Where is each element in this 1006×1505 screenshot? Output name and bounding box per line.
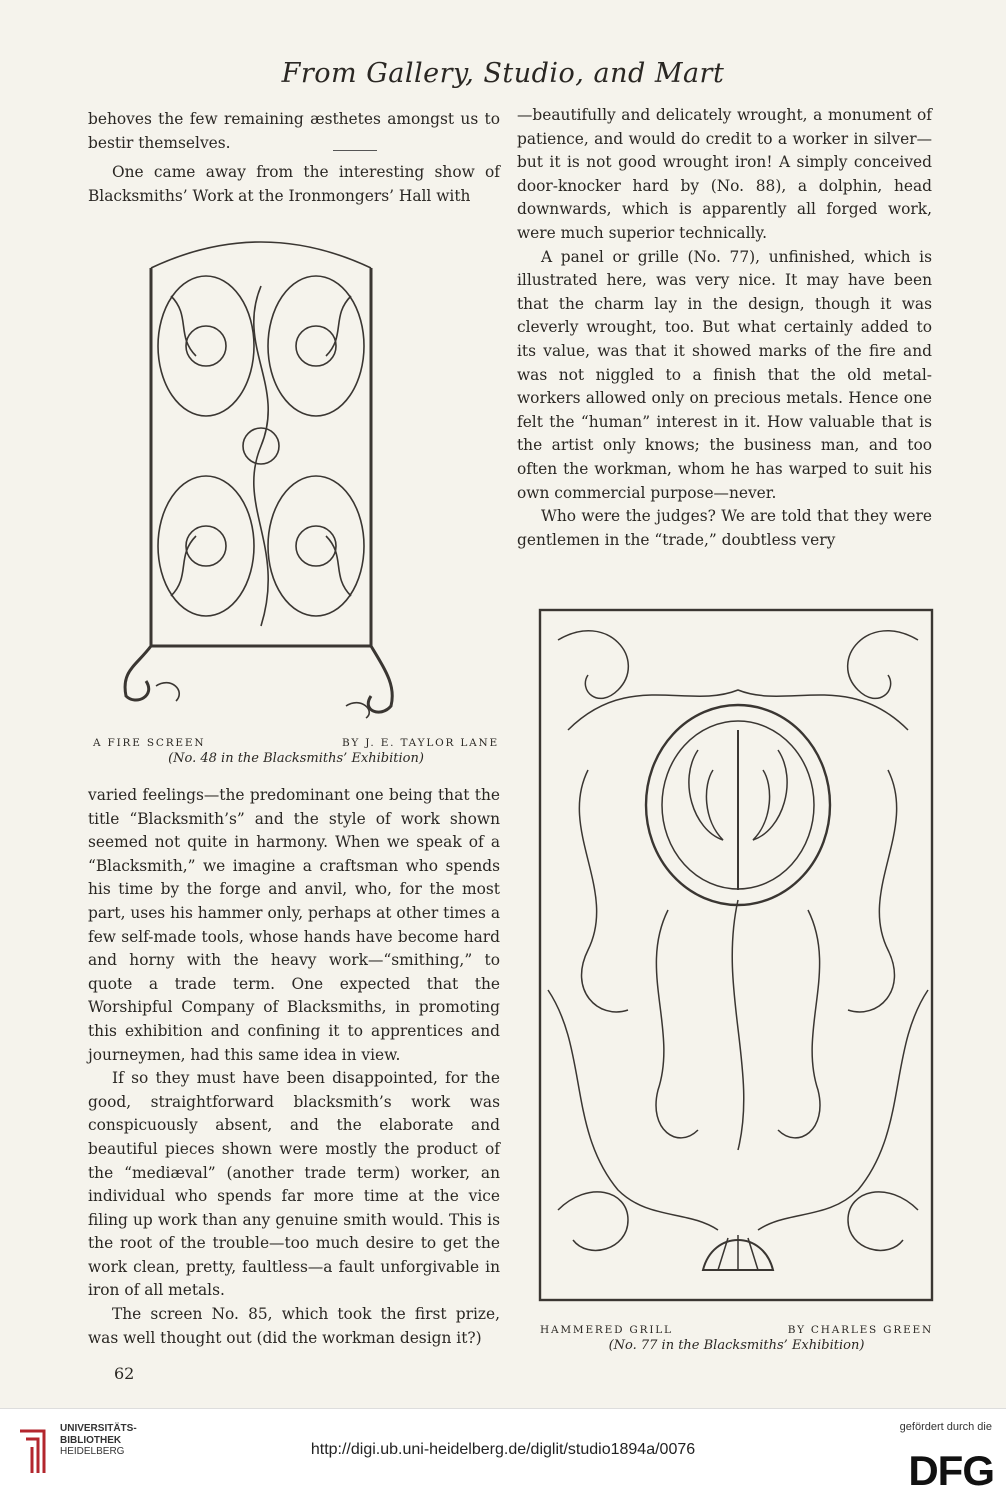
left-paragraph-1: behoves the few remaining æsthetes amongst us to bestir themselves. bbox=[88, 110, 500, 152]
right-column bbox=[517, 104, 932, 552]
left-paragraph-5: The screen No. 85, which took the first prize, was well thought out (did the workman design it?) bbox=[88, 1305, 500, 1347]
figure2-subcaption: (No. 77 in the Blacksmiths’ Exhibition) bbox=[608, 1338, 865, 1353]
figure2-caption bbox=[540, 1324, 933, 1353]
figure1-caption bbox=[93, 737, 499, 766]
right-paragraph-1: —beautifully and delicately wrought, a monument of patience, and would do credit to a worker in silver—but it is not good wrought iron! A simply conceived door-knocker hard by (No. 88), a dolphin, head downwards, which is apparently all forged work, were much superior technically. bbox=[517, 106, 932, 242]
dfg-logo: DFG bbox=[908, 1447, 994, 1494]
left-column-continued bbox=[88, 784, 500, 1350]
left-column bbox=[88, 108, 500, 208]
figure1-title: A FIRE SCREEN bbox=[93, 737, 206, 749]
right-paragraph-3: Who were the judges? We are told that they were gentlemen in the “trade,” doubtless very bbox=[517, 507, 932, 549]
running-header: From Gallery, Studio, and Mart bbox=[281, 58, 725, 89]
figure1-author: BY J. E. TAYLOR LANE bbox=[342, 737, 499, 749]
figure2-author: BY CHARLES GREEN bbox=[787, 1324, 933, 1336]
right-paragraph-2: A panel or grille (No. 77), unfinished, which is illustrated here, was very nice. It may have been that the charm lay in the design, though it was cleverly wrought, too. But what certainly added to its value, was that it showed marks of the fire and was not niggled to a finish that the old metal-workers allowed only on precious metals. Hence one felt the “human” interest in it. How valuable that is the artist only knows; the business man, and too often the workman, whom he has warped to suit his own commercial purpose—never. bbox=[517, 247, 932, 502]
library-name: UNIVERSITÄTS- BIBLIOTHEK HEIDELBERG bbox=[60, 1423, 137, 1457]
fire-screen-illustration bbox=[96, 226, 426, 726]
left-paragraph-3: varied feelings—the predominant one being that the title “Blacksmith’s” and the style of work shown seemed not quite in harmony. When we speak of a “Blacksmith,” we imagine a craftsman who spends his time by the forge and anvil, who, for the most part, uses his hammer only, perhaps at other times a few self-made tools, whose hands have become hard and horny with the heavy work—“smithing,” to quote a trade term. One expected that the Worshipful Company of Blacksmiths, in promoting this exhibition and confining it to apprentices and journeymen, had this same idea in view. bbox=[88, 786, 500, 1064]
page-number: 62 bbox=[114, 1364, 135, 1383]
footer-bar bbox=[0, 1408, 1006, 1505]
section-rule bbox=[333, 150, 377, 151]
funded-by-label: gefördert durch die bbox=[899, 1421, 992, 1433]
figure1-subcaption: (No. 48 in the Blacksmiths’ Exhibition) bbox=[168, 751, 424, 766]
source-url-link[interactable]: http://digi.ub.uni-heidelberg.de/diglit/studio1894a/0076 bbox=[310, 1441, 696, 1458]
hammered-grill-illustration bbox=[528, 590, 948, 1320]
figure2-title: HAMMERED GRILL bbox=[540, 1324, 673, 1336]
left-paragraph-2: One came away from the interesting show of Blacksmiths’ Work at the Ironmongers’ Hall with bbox=[88, 163, 500, 205]
left-paragraph-4: If so they must have been disappointed, for the good, straightforward blacksmith’s work was conspicuously absent, and the elaborate and beautiful pieces shown were mostly the product of the “mediæval” (another trade term) worker, an individual who spends far more time at the vice filing up work than any genuine smith would. This is the root of the trouble—too much desire to get the work clean, pretty, faultless—a fault unforgivable in iron of all metals. bbox=[88, 1069, 500, 1300]
